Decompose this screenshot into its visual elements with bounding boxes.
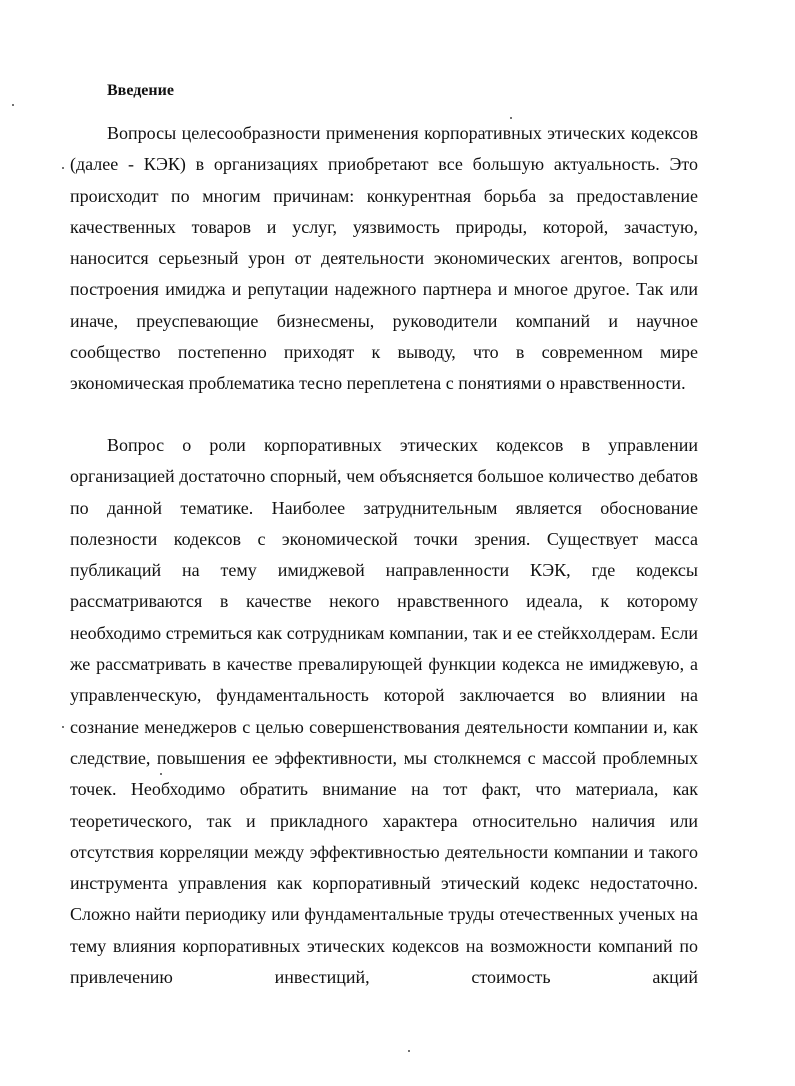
- paragraph-2: Вопрос о роли корпоративных этических кодексов в управлении организацией достаточно спорный, чем объясняется большое количество дебатов по данной тематике. Наиболее затруднительным является обоснование полезности кодексов с экономической точки зрения. Существует масса публикаций на тему имиджевой направленности КЭК, где кодексы рассматриваются в качестве некого нравственного идеала, к которому необходимо стремиться как сотрудникам компании, так и ее стейкхолдерам. Если же рассматривать в качестве превалирующей функции кодекса не имиджевую, а управленческую, фундаментальность которой заключается во влиянии на сознание менеджеров с целью совершенствования деятельности компании и, как следствие, повышения ее эффективности, мы столкнемся с массой проблемных точек. Необходимо обратить внимание на тот факт, что материала, как теоретического, так и прикладного характера относительно наличия или отсутствия корреляции между эффективностью деятельности компании и такого инструмента управления как корпоративный этический кодекс недостаточно. Сложно найти периодику или фундаментальные труды отечественных ученых на тему влияния корпоративных этических кодексов на возможности компаний по привлечению инвестиций, стоимость акций: [70, 435, 698, 988]
- paragraph-1: Вопросы целесообразности применения корпоративных этических кодексов (далее - КЭК) в организациях приобретают все большую актуальность. Это происходит по многим причинам: конкурентная борьба за предоставление качественных товаров и услуг, уязвимость природы, которой, зачастую, наносится серьезный урон от деятельности экономических агентов, вопросы построения имиджа и репутации надежного партнера и многое другое. Так или иначе, преуспевающие бизнесмены, руководители компаний и научное сообщество постепенно приходят к выводу, что в современном мире экономическая проблематика тесно переплетена с понятиями о нравственности.: [70, 123, 698, 394]
- scan-speck: [12, 104, 14, 106]
- scan-speck: [408, 1050, 410, 1052]
- scan-speck: [160, 773, 162, 775]
- scan-speck: [62, 167, 64, 169]
- scan-speck: [510, 117, 512, 119]
- scan-speck: [62, 726, 64, 728]
- section-heading: Введение: [107, 82, 174, 99]
